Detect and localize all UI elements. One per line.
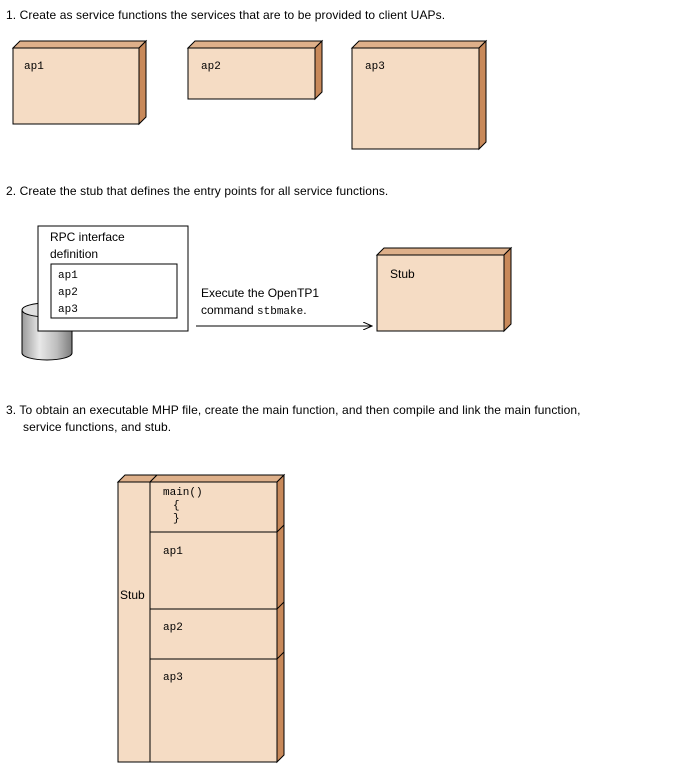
- stack-ap2-label: ap2: [163, 622, 183, 634]
- mhp-stack: [118, 475, 284, 762]
- step-3-text-line2: service functions, and stub.: [23, 420, 172, 434]
- stack-stub-label: Stub: [120, 588, 145, 602]
- service-box-ap3: [352, 41, 486, 149]
- stack-ap1-segment: [150, 532, 277, 609]
- service-box-ap3-label: ap3: [365, 61, 385, 73]
- stub-box: [377, 248, 511, 331]
- execute-text-line2: [201, 303, 307, 318]
- rpc-item-ap3: ap3: [58, 304, 78, 316]
- stack-main-line2: {: [173, 500, 180, 512]
- step-1-text: 1. Create as service functions the services that are to be provided to client UAPs.: [6, 8, 446, 22]
- step-2-text: 2. Create the stub that defines the entry points for all service functions.: [6, 184, 389, 198]
- stub-box-label: Stub: [390, 267, 415, 281]
- service-box-ap1-label: ap1: [24, 61, 44, 73]
- service-box-ap2-label: ap2: [201, 61, 221, 73]
- stack-main-line3: }: [173, 513, 180, 525]
- service-box-ap1: [13, 41, 146, 124]
- rpc-title-line1: RPC interface: [50, 230, 125, 244]
- rpc-item-ap1: ap1: [58, 270, 78, 282]
- stack-ap3-label: ap3: [163, 672, 183, 684]
- rpc-title-line2: definition: [50, 247, 99, 261]
- execute-prefix: command: [201, 303, 258, 317]
- stack-ap2-segment: [150, 609, 277, 659]
- step-3-text-line1: 3. To obtain an executable MHP file, create the main function, and then compile and link the main function,: [6, 403, 581, 417]
- rpc-item-ap2: ap2: [58, 287, 78, 299]
- stack-ap1-label: ap1: [163, 546, 183, 558]
- stack-main-line1: main(): [163, 487, 203, 499]
- execute-text-line1: Execute the OpenTP1: [201, 286, 320, 300]
- execute-command: stbmake: [257, 306, 304, 318]
- stack-stub-column: [118, 482, 150, 762]
- execute-suffix: .: [303, 303, 307, 317]
